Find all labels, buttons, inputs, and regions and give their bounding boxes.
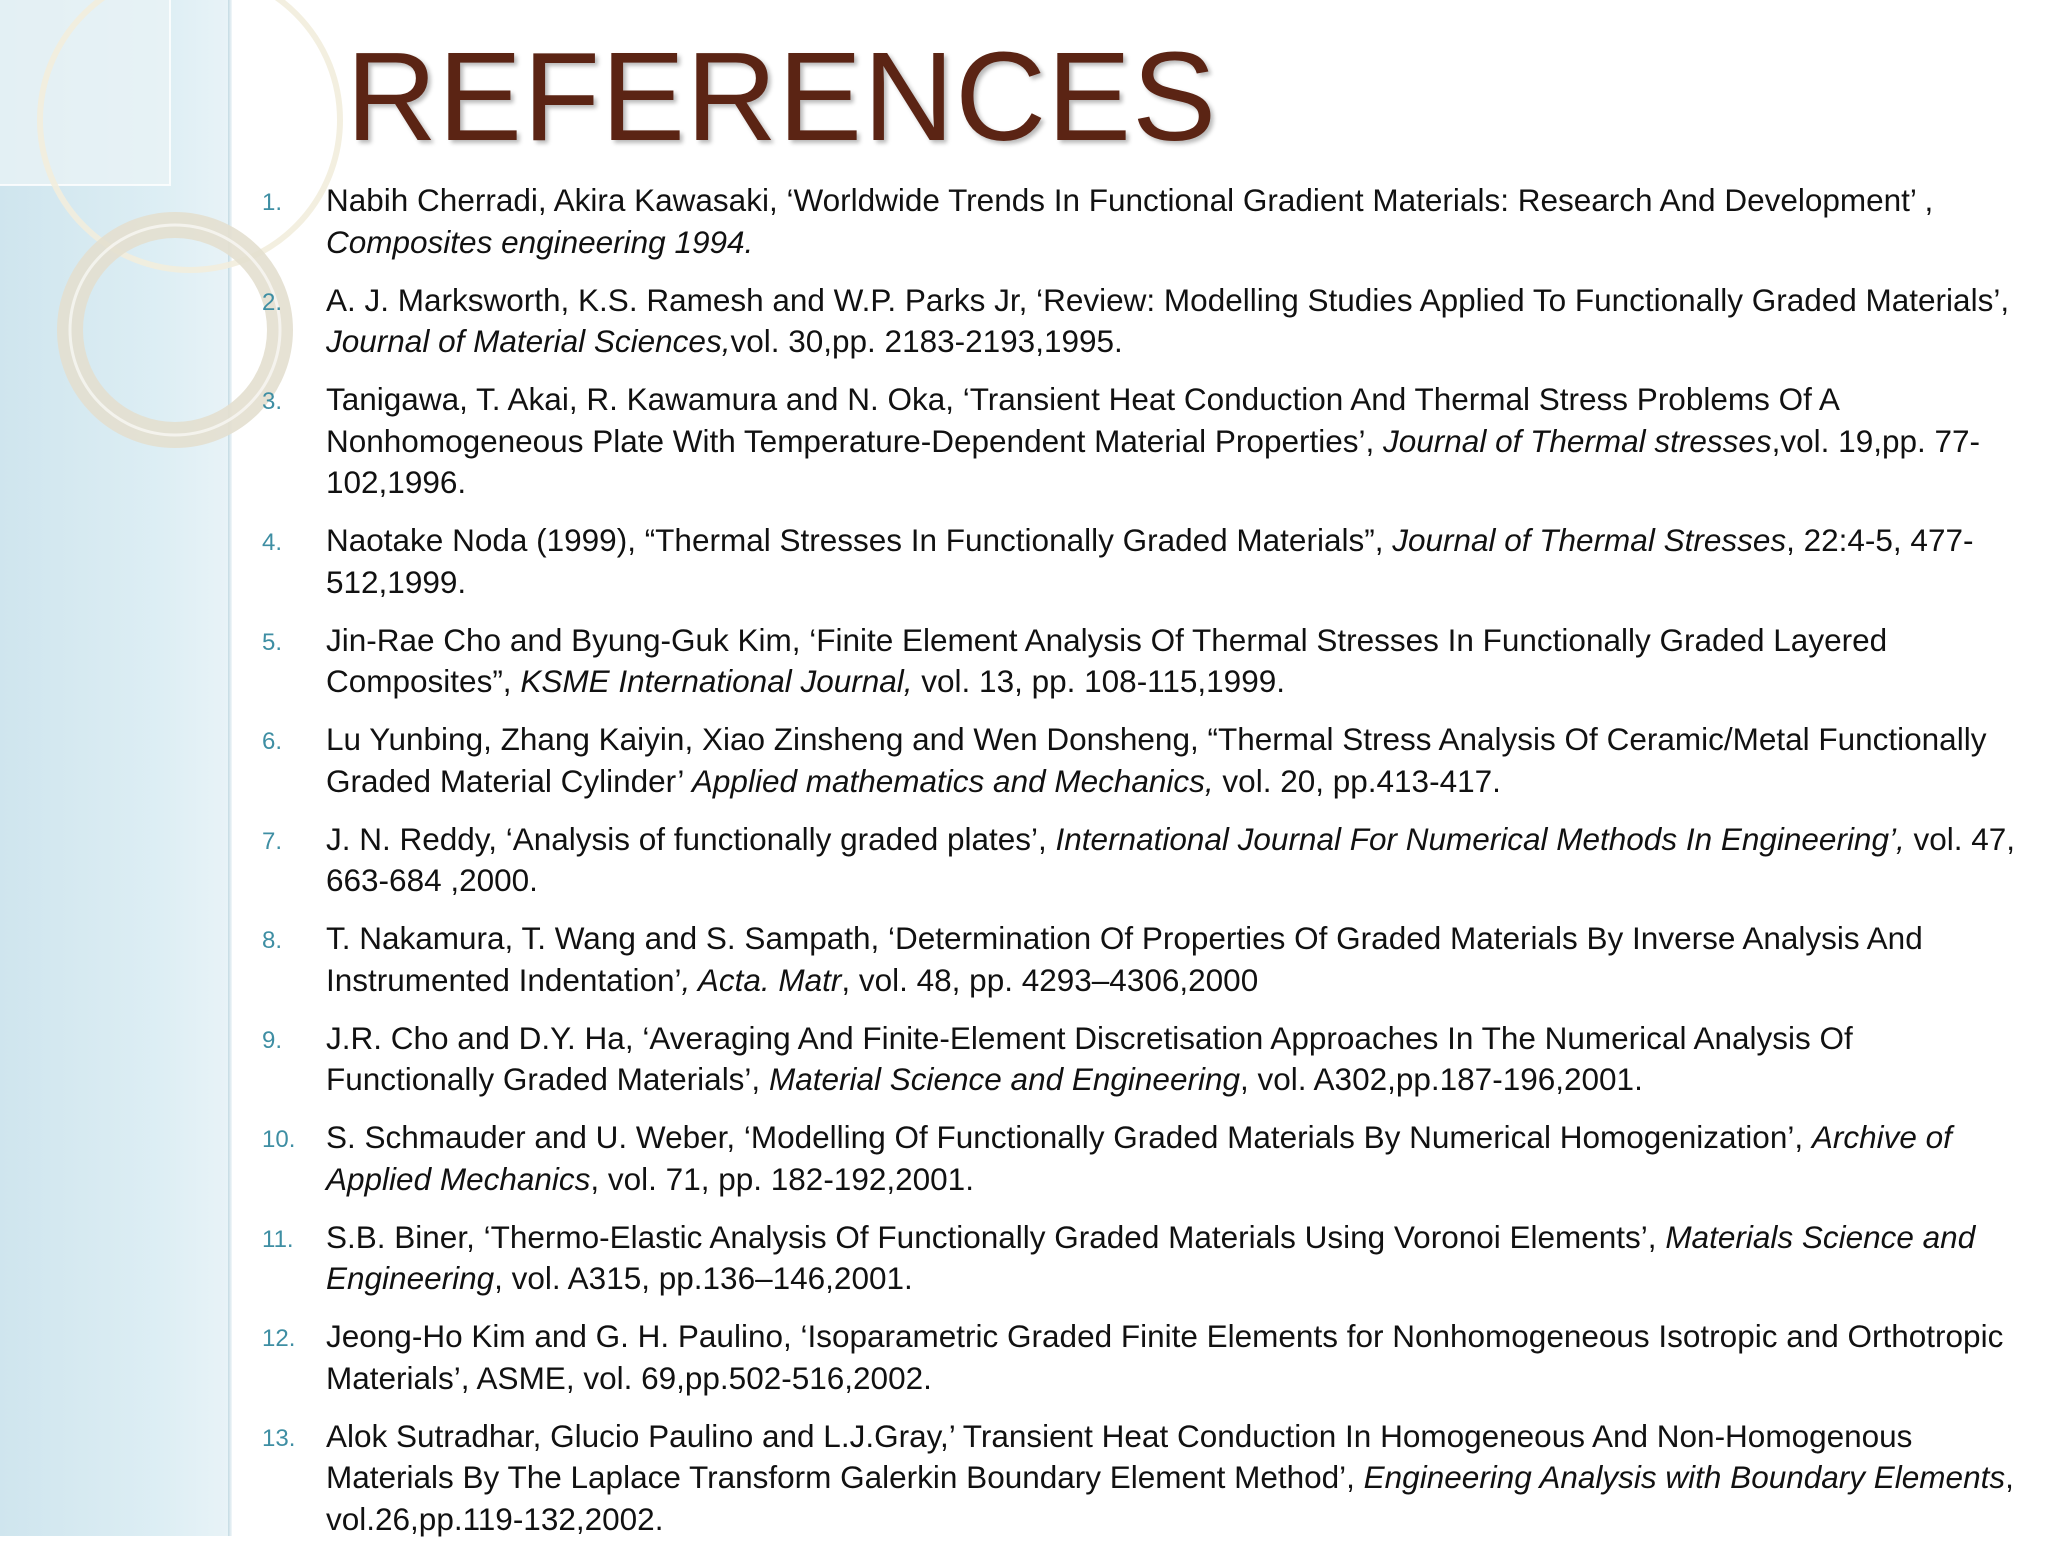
reference-text (326, 721, 1986, 799)
reference-source: Archive of Applied Mechanics (326, 1119, 1952, 1197)
reference-number: 11. (262, 1225, 294, 1253)
reference-number: 13. (262, 1424, 296, 1452)
reference-number: 6. (262, 728, 283, 755)
reference-source: Journal of Thermal Stresses (1392, 522, 1787, 558)
reference-authors-title: Naotake Noda (1999), “Thermal Stresses In Functionally Graded Materials”, (326, 522, 1393, 558)
reference-details: , vol.26,pp.119-132,2002. (326, 1459, 2014, 1537)
reference-text (326, 522, 1973, 600)
reference-details: vol. 30,pp. 2183-2193,1995. (730, 323, 1123, 359)
reference-source: Engineering Analysis with Boundary Elements (1363, 1459, 2006, 1495)
reference-item (262, 520, 2022, 603)
reference-item (262, 1217, 2022, 1300)
reference-source: Applied mathematics and Mechanics, (691, 762, 1214, 799)
reference-item (262, 280, 2022, 363)
reference-authors-title: Jin-Rae Cho and Byung-Guk Kim, ‘Finite Element Analysis Of Thermal Stresses In Functionally Graded Layered Composites”, (326, 621, 1888, 699)
reference-source: Journal of Material Sciences, (326, 323, 731, 359)
reference-item (262, 620, 2022, 703)
reference-source: , Acta. Matr (681, 961, 842, 998)
reference-source: Composites engineering 1994. (326, 223, 754, 260)
reference-authors-title: S.B. Biner, ‘Thermo-Elastic Analysis Of Functionally Graded Materials Using Voronoi Elements’, (326, 1218, 1666, 1255)
reference-text (326, 182, 1933, 260)
reference-authors-title: Lu Yunbing, Zhang Kaiyin, Xiao Zinsheng and Wen Donsheng, “Thermal Stress Analysis Of Ceramic/Metal Functionally Graded Material Cylinder’ (326, 721, 1987, 799)
reference-number: 4. (262, 529, 283, 556)
reference-details: , vol. 71, pp. 182-192,2001. (590, 1160, 974, 1197)
reference-details: , vol. A315, pp.136–146,2001. (494, 1260, 913, 1296)
reference-item (262, 379, 2022, 504)
reference-number: 9. (262, 1026, 283, 1054)
reference-item (262, 180, 2022, 263)
reference-authors-title: Alok Sutradhar, Glucio Paulino and L.J.Gray,’ Transient Heat Conduction In Homogeneous And Non-Homogenous Materials By The Laplace Transform Galerkin Boundary Element Method’, (326, 1417, 1913, 1495)
reference-number: 7. (262, 827, 283, 855)
reference-number: 8. (262, 927, 283, 954)
reference-item (262, 819, 2022, 902)
reference-item (262, 719, 2022, 802)
decorative-rings (0, 0, 300, 560)
reference-authors-title: S. Schmauder and U. Weber, ‘Modelling Of Functionally Graded Materials By Numerical Homogenization’, (326, 1119, 1812, 1155)
reference-details: vol. 13, pp. 108-115,1999. (912, 663, 1285, 699)
reference-authors-title: A. J. Marksworth, K.S. Ramesh and W.P. Parks Jr, ‘Review: Modelling Studies Applied To Functionally Graded Materials’, (326, 281, 2010, 318)
reference-item (262, 1416, 2022, 1541)
reference-text (326, 622, 1887, 700)
reference-text (326, 1418, 2014, 1537)
reference-text (326, 920, 1923, 998)
reference-item (262, 1316, 2022, 1399)
reference-text (326, 1119, 1952, 1197)
reference-item (262, 1117, 2022, 1200)
reference-text (326, 821, 2015, 899)
reference-number: 5. (262, 628, 283, 656)
page-title: REFERENCES (346, 26, 1218, 167)
reference-authors-title: T. Nakamura, T. Wang and S. Sampath, ‘Determination Of Properties Of Graded Materials By Inverse Analysis And Instrumented Indentation’ (326, 920, 1923, 998)
reference-item (262, 1018, 2022, 1101)
reference-text (326, 1219, 1975, 1297)
reference-details: , 22:4-5, 477-512,1999. (326, 522, 1974, 600)
reference-source: Material Science and Engineering (768, 1061, 1240, 1097)
reference-number: 1. (262, 189, 283, 216)
reference-source: Journal of Thermal stresses (1383, 422, 1772, 459)
reference-number: 12. (262, 1325, 296, 1352)
reference-number: 2. (262, 288, 283, 316)
reference-details: vol. 20, pp.413-417. (1213, 762, 1501, 799)
reference-source: Materials Science and Engineering (326, 1218, 1976, 1296)
reference-authors-title: Tanigawa, T. Akai, R. Kawamura and N. Oka, ‘Transient Heat Conduction And Thermal Stress Problems Of A Nonhomogeneous Plate With Temperature-Dependent Material Properties’, (326, 381, 1839, 459)
reference-details: ,vol. 19,pp. 77-102,1996. (326, 422, 1981, 500)
reference-authors-title: Jeong-Ho Kim and G. H. Paulino, ‘Isoparametric Graded Finite Elements for Nonhomogeneous Isotropic and Orthotropic Materials’, ASME, vol. 69,pp.502-516,2002. (326, 1318, 2004, 1396)
reference-authors-title: Nabih Cherradi, Akira Kawasaki, ‘Worldwide Trends In Functional Gradient Materials: Research And Development’ , (326, 182, 1934, 218)
reference-list (262, 180, 2022, 1557)
reference-text (326, 282, 2009, 360)
reference-number: 10. (262, 1126, 296, 1153)
reference-details: , vol. A302,pp.187-196,2001. (1240, 1061, 1643, 1097)
reference-details: , vol. 48, pp. 4293–4306,2000 (841, 961, 1259, 998)
reference-item (262, 918, 2022, 1001)
reference-source: International Journal For Numerical Methods In Engineering’, (1055, 820, 1905, 857)
reference-source: KSME International Journal, (520, 663, 913, 699)
reference-text (326, 1318, 2003, 1396)
reference-text (326, 381, 1980, 500)
reference-number: 3. (262, 388, 283, 415)
reference-authors-title: J. N. Reddy, ‘Analysis of functionally graded plates’, (326, 820, 1056, 857)
reference-text (326, 1020, 1853, 1098)
reference-authors-title: J.R. Cho and D.Y. Ha, ‘Averaging And Finite-Element Discretisation Approaches In The Numerical Analysis Of Functionally Graded Materials’, (326, 1019, 1853, 1097)
reference-details: vol. 47, 663-684 ,2000. (326, 820, 2016, 898)
